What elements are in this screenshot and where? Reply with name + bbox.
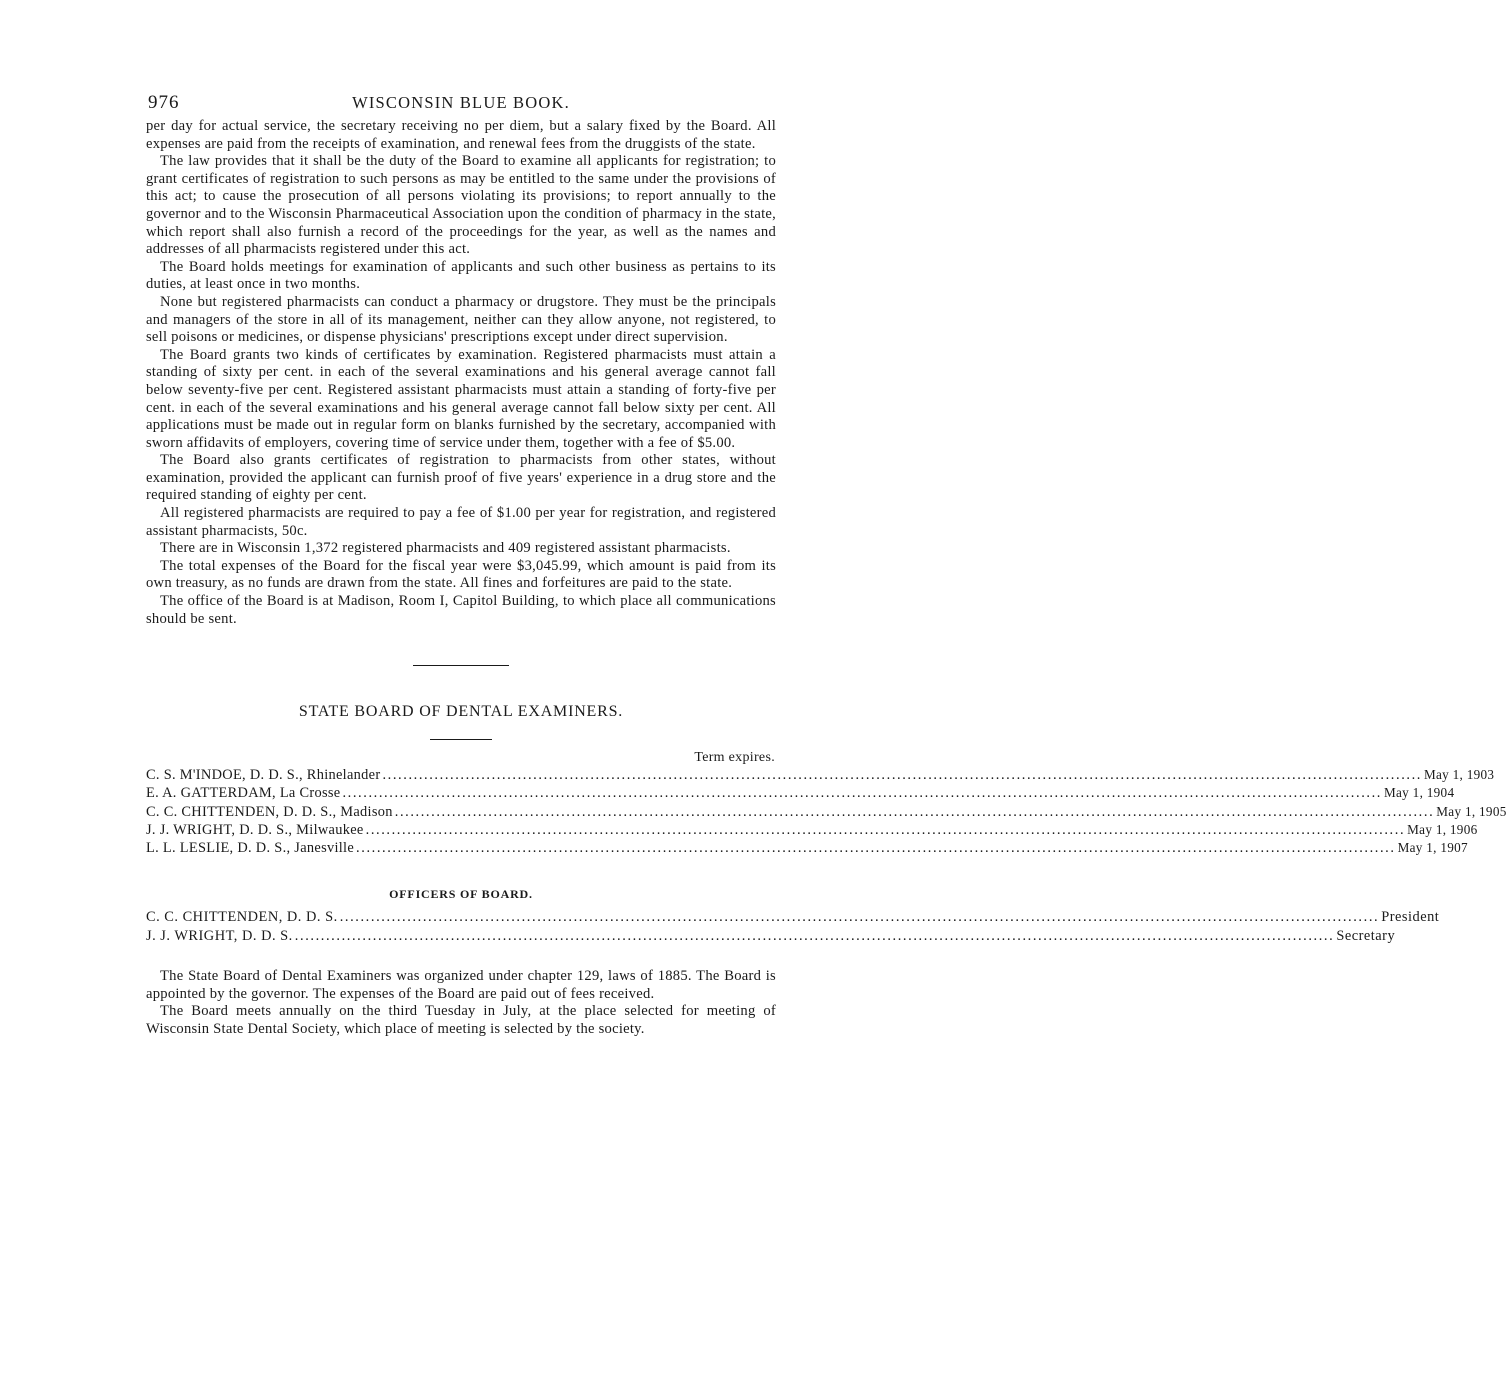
paragraph: The total expenses of the Board for the fiscal year were $3,045.99, which amount is paid from its own treasury, as no funds are drawn from the state. All fines and forfeitures are paid to the state. <box>146 557 776 592</box>
officer-role: Secretary <box>1336 928 1396 945</box>
term-expires: May 1, 1905 <box>1436 803 1507 819</box>
paragraph: The office of the Board is at Madison, Room I, Capitol Building, to which place all communications should be sent. <box>146 593 776 627</box>
member-row <box>146 839 1468 857</box>
dental-board-text <box>146 968 776 1038</box>
running-title: WISCONSIN BLUE BOOK. <box>352 93 570 112</box>
term-expires: May 1, 1907 <box>1397 840 1468 856</box>
officer-name: C. C. CHITTENDEN, D. D. S. <box>146 909 338 926</box>
member-name: L. L. LESLIE, D. D. S., Janesville <box>146 840 355 857</box>
member-row <box>146 803 1507 821</box>
officer-row <box>146 927 1396 946</box>
officers-heading: OFFICERS OF BOARD. <box>389 887 533 902</box>
running-header <box>146 88 776 118</box>
dot-leader: ........................................................................................................................................................................................................ <box>294 928 1335 945</box>
dot-leader: ........................................................................................................................................................................................................ <box>365 821 1406 838</box>
paragraph: The law provides that it shall be the duty of the Board to examine all applicants for registration; to grant certificates of registration to such persons as may be entitled to the same under the provisions of this act; to cause the prosecution of all persons violating its provisions; to report annually to the governor and to the Wisconsin Pharmaceutical Association upon the condition of pharmacy in the state, which report shall also furnish a record of the proceedings for the year, as well as the names and addresses of all pharmacists registered under this act. <box>146 153 776 258</box>
officer-row <box>146 908 1440 927</box>
officers-list <box>146 908 1440 946</box>
member-row <box>146 784 1455 802</box>
member-name: J. J. WRIGHT, D. D. S., Milwaukee <box>146 821 364 838</box>
member-name: C. S. M'INDOE, D. D. S., Rhinelander <box>146 767 381 784</box>
pharmacy-board-text <box>146 118 776 628</box>
paragraph: There are in Wisconsin 1,372 registered pharmacists and 409 registered assistant pharmacists. <box>160 540 731 557</box>
paragraph: None but registered pharmacists can conduct a pharmacy or drugstore. They must be the principals and managers of the store in all of its management, neither can they allow anyone, not registered, to sell poisons or medicines, or dispense physicians' prescriptions except under direct supervision. <box>146 293 776 346</box>
paragraph: All registered pharmacists are required to pay a fee of $1.00 per year for registration, and registered assistant pharmacists, 50c. <box>146 505 776 539</box>
term-expires-header: Term expires. <box>694 750 775 766</box>
officer-name: J. J. WRIGHT, D. D. S. <box>146 928 293 945</box>
paragraph: The Board meets annually on the third Tuesday in July, at the place selected for meeting of Wisconsin State Dental Society, which place of meeting is selected by the society. <box>146 1003 776 1038</box>
paragraph: The Board also grants certificates of registration to pharmacists from other states, without examination, provided the applicant can furnish proof of five years' experience in a drug store and the required standing of eighty per cent. <box>146 452 776 504</box>
section-divider <box>413 665 509 666</box>
members-roster <box>146 750 1507 857</box>
term-expires: May 1, 1904 <box>1384 785 1455 801</box>
dot-leader: ........................................................................................................................................................................................................ <box>394 803 1435 820</box>
paragraph: The Board holds meetings for examination of applicants and such other business as pertains to its duties, at least once in two months. <box>146 258 776 293</box>
dot-leader: ........................................................................................................................................................................................................ <box>339 909 1380 926</box>
paragraph: The Board grants two kinds of certificates by examination. Registered pharmacists must attain a standing of sixty per cent. in each of the several examinations and his general average cannot fall below seventy-five per cent. Registered assistant pharmacists must attain a standing of forty-five per cent. in each of the several examinations and his general average cannot fall below sixty per cent. All applications must be made out in regular form on blanks furnished by the secretary, accompanied with sworn affidavits of employers, covering time of service under them, together with a fee of $5.00. <box>146 346 776 451</box>
member-row <box>146 821 1478 839</box>
paragraph: The State Board of Dental Examiners was organized under chapter 129, laws of 1885. The Board is appointed by the governor. The expenses of the Board are paid out of fees received. <box>146 968 776 1002</box>
dot-leader: ........................................................................................................................................................................................................ <box>382 767 1422 784</box>
member-name: E. A. GATTERDAM, La Crosse <box>146 785 341 802</box>
paragraph: per day for actual service, the secretary receiving no per diem, but a salary fixed by the Board. All expenses are paid from the receipts of examination, and renewal fees from the druggists of the state. <box>146 118 776 152</box>
member-name: C. C. CHITTENDEN, D. D. S., Madison <box>146 803 393 820</box>
section-title: STATE BOARD OF DENTAL EXAMINERS. <box>298 703 624 721</box>
term-expires: May 1, 1903 <box>1423 767 1495 783</box>
officer-role: President <box>1381 909 1440 926</box>
term-expires: May 1, 1906 <box>1407 821 1478 837</box>
title-underline-rule <box>430 739 492 740</box>
dot-leader: ........................................................................................................................................................................................................ <box>342 785 1382 802</box>
page-number: 976 <box>148 92 180 113</box>
dot-leader: ........................................................................................................................................................................................................ <box>356 840 1396 857</box>
member-row <box>146 766 1495 784</box>
book-page <box>146 88 1507 1039</box>
